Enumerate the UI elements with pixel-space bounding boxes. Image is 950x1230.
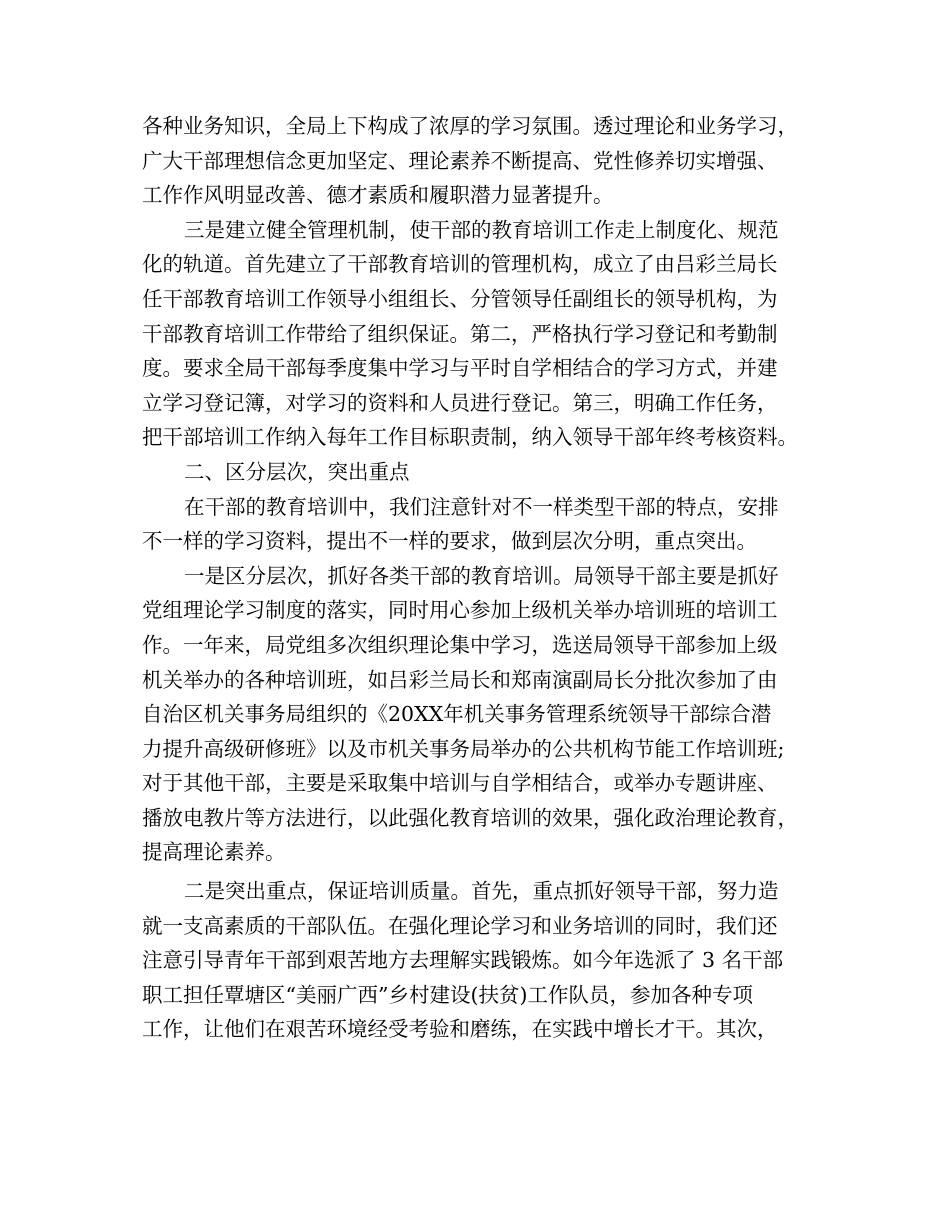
paragraph-first-line: 一是区分层次，抓好各类干部的教育培训。局领导干部主要是抓好: [184, 563, 779, 588]
body-line: 对于其他干部，主要是采取集中培训与自学相结合，或举办专题讲座、: [142, 771, 778, 796]
section-heading: 二、区分层次，突出重点: [184, 459, 410, 484]
body-line: 就一支高素质的干部队伍。在强化理论学习和业务培训的同时，我们还: [142, 913, 778, 938]
body-line: 机关举办的各种培训班，如吕彩兰局长和郑南演副局长分批次参加了由: [142, 667, 778, 692]
body-line: 注意引导青年干部到艰苦地方去理解实践锻炼。如今年选派了 3 名干部: [142, 948, 784, 973]
body-line: 力提升高级研修班》以及市机关事务局举办的公共机构节能工作培训班;: [142, 736, 785, 761]
body-line: 播放电教片等方法进行，以此强化教育培训的效果，强化政治理论教育，: [142, 805, 798, 830]
paragraph-first-line: 二是突出重点，保证培训质量。首先，重点抓好领导干部，努力造: [184, 879, 779, 904]
body-line: 工作作风明显改善、德才素质和履职潜力显著提升。: [142, 183, 614, 208]
document-body: [142, 109, 832, 1047]
body-line: 党组理论学习制度的落实，同时用心参加上级机关举办培训班的培训工: [142, 598, 778, 623]
body-line: 作。一年来，局党组多次组织理论集中学习，选送局领导干部参加上级: [142, 632, 778, 657]
body-line: 各种业务知识，全局上下构成了浓厚的学习氛围。透过理论和业务学习，: [142, 114, 798, 138]
body-line: 广大干部理想信念更加坚定、理论素养不断提高、党性修养切实增强、: [142, 148, 778, 173]
body-line: 立学习登记簿，对学习的资料和人员进行登记。第三，明确工作任务，: [142, 390, 778, 415]
body-line: 化的轨道。首先建立了干部教育培训的管理机构，成立了由吕彩兰局长: [142, 252, 778, 277]
paragraph-first-line: 三是建立健全管理机制，使干部的教育培训工作走上制度化、规范: [184, 217, 779, 242]
paragraph-first-line: 在干部的教育培训中，我们注意针对不一样类型干部的特点，安排: [184, 494, 779, 519]
body-line: 工作，让他们在艰苦环境经受考验和磨练，在实践中增长才干。其次，: [142, 1017, 778, 1042]
body-line: 把干部培训工作纳入每年工作目标职责制，纳入领导干部年终考核资料。: [142, 425, 798, 450]
body-line: 干部教育培训工作带给了组织保证。第二，严格执行学习登记和考勤制: [142, 321, 778, 346]
body-line: 自治区机关事务局组织的《20XX年机关事务管理系统领导干部综合潜: [142, 702, 772, 727]
body-line: 提高理论素养。: [142, 840, 286, 865]
body-line: 不一样的学习资料，提出不一样的要求，做到层次分明，重点突出。: [142, 529, 757, 554]
body-line: 任干部教育培训工作领导小组组长、分管领导任副组长的领导机构，为: [142, 286, 778, 311]
body-line: 职工担任覃塘区“美丽广西”乡村建设(扶贫)工作队员，参加各种专项: [142, 982, 753, 1007]
body-line: 度。要求全局干部每季度集中学习与平时自学相结合的学习方式，并建: [142, 356, 778, 381]
